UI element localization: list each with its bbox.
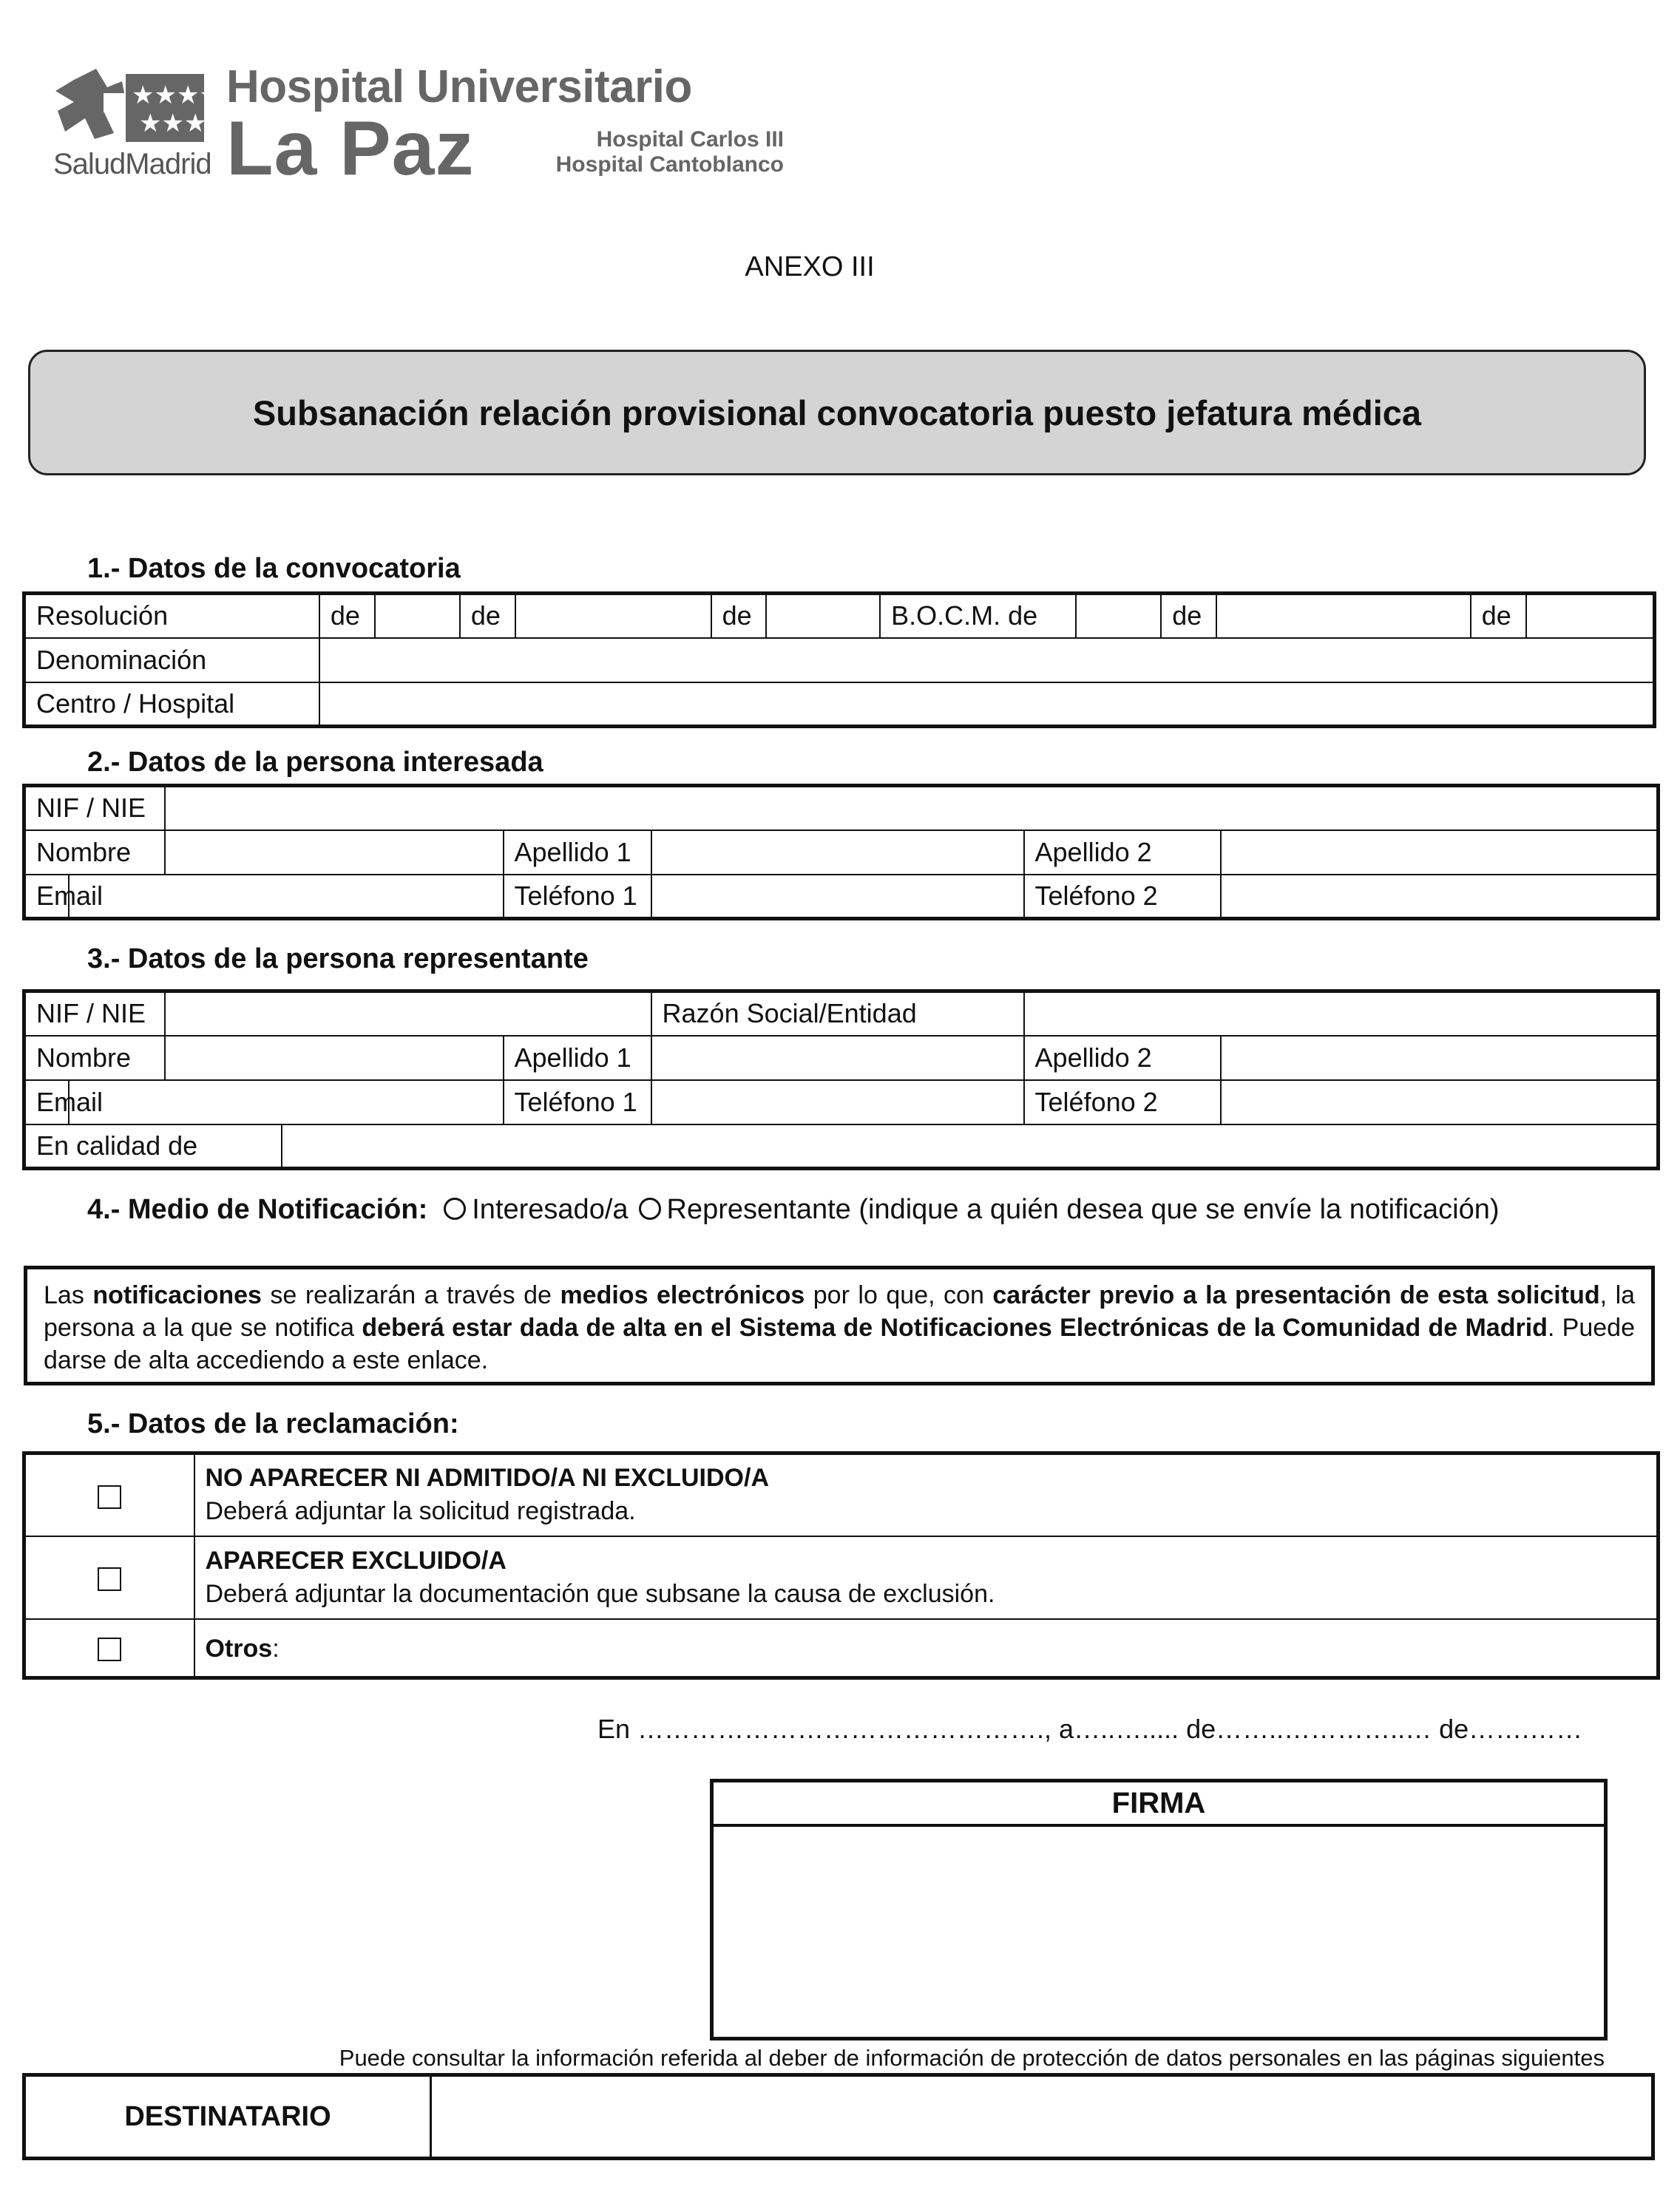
hospital-name-line1: Hospital Universitario: [226, 61, 692, 112]
resolucion-day-field[interactable]: [375, 594, 460, 638]
nif-field[interactable]: [165, 786, 1659, 830]
svg-text:★★★: ★★★: [139, 109, 207, 138]
de-label-5: de: [1471, 594, 1526, 638]
representante-table: [22, 989, 1660, 1170]
destinatario-label: DESTINATARIO: [26, 2077, 432, 2157]
info-bold-4: deberá estar dada de alta en el Sistema de Notificaciones Electrónicas de la Comunidad de Madrid: [362, 1314, 1548, 1342]
info-bold-3: carácter previo a la presentación de esta solicitud: [992, 1281, 1600, 1309]
radio-representante[interactable]: [639, 1198, 661, 1220]
rep-telefono1-label: Teléfono 1: [504, 1080, 651, 1124]
page-title: Subsanación relación provisional convocatoria puesto jefatura médica: [252, 393, 1422, 432]
rep-email-label: Email: [24, 1080, 69, 1124]
reclamacion-title: Otros: [205, 1634, 273, 1663]
bocm-day-field[interactable]: [1076, 594, 1161, 638]
radio-representante-label: Representante (indique a quién desea que se envíe la notificación): [666, 1194, 1500, 1225]
email-label: Email: [24, 875, 69, 919]
checkbox-icon[interactable]: [98, 1485, 121, 1509]
apellido2-label: Apellido 2: [1024, 830, 1221, 875]
rep-nombre-field[interactable]: [165, 1036, 504, 1080]
section1-heading: 1.- Datos de la convocatoria: [87, 553, 461, 584]
email-field[interactable]: [69, 875, 504, 919]
radio-interesado-label: Interesado/a: [472, 1194, 629, 1225]
apellido1-label: Apellido 1: [504, 830, 651, 875]
salud-madrid-emblem-icon: [52, 65, 222, 146]
de-label-2: de: [460, 594, 515, 638]
calidad-label: En calidad de: [24, 1124, 282, 1169]
notificacion-block: [87, 1192, 1640, 1227]
resolucion-month-field[interactable]: [515, 594, 711, 638]
razon-field[interactable]: [1024, 991, 1659, 1036]
salud-madrid-text: SaludMadrid: [53, 148, 211, 180]
info-bold-2: medios electrónicos: [560, 1281, 805, 1309]
firma-label: FIRMA: [714, 1782, 1604, 1827]
hospital-name-line2: La Paz: [226, 106, 475, 191]
section4-heading: 4.- Medio de Notificación:: [87, 1194, 428, 1225]
telefono1-label: Teléfono 1: [504, 875, 651, 919]
hospital-logo: [52, 59, 784, 191]
reclamacion-option-3[interactable]: [194, 1619, 1659, 1678]
reclamacion-desc: Deberá adjuntar la documentación que subsane la causa de exclusión.: [205, 1579, 995, 1608]
reclamacion-desc: Deberá adjuntar la solicitud registrada.: [205, 1497, 636, 1526]
resolucion-year-field[interactable]: [766, 594, 880, 638]
rep-nombre-label: Nombre: [24, 1036, 165, 1080]
de-label-4: de: [1161, 594, 1216, 638]
radio-interesado[interactable]: [444, 1198, 466, 1220]
bocm-month-field[interactable]: [1216, 594, 1471, 638]
reclamacion-colon: :: [272, 1634, 280, 1663]
info-text-4: , la persona a la que se notifica: [44, 1281, 1636, 1342]
centro-field[interactable]: [319, 682, 1655, 727]
lugar-fecha-line[interactable]: En ………………………………………., a…..…..... de……..…………..… de…….……: [597, 1714, 1583, 1744]
nombre-field[interactable]: [165, 830, 504, 875]
razon-label: Razón Social/Entidad: [651, 991, 1024, 1036]
info-bold-1: notificaciones: [92, 1281, 262, 1309]
info-text-2: se realizarán a través de: [261, 1281, 560, 1309]
checkbox-icon[interactable]: [98, 1567, 121, 1591]
reclamacion-option-1: [194, 1453, 1659, 1536]
resolucion-label: Resolución: [24, 594, 319, 638]
de-label-3: de: [711, 594, 767, 638]
rep-nif-field[interactable]: [165, 991, 651, 1036]
hospital-sub-names: [504, 127, 784, 177]
reclamacion-checkbox-2[interactable]: [24, 1536, 194, 1619]
reclamacion-title: APARECER EXCLUIDO/A: [205, 1546, 507, 1575]
title-box: [28, 350, 1646, 475]
centro-label: Centro / Hospital: [24, 682, 319, 727]
reclamacion-table: [22, 1451, 1660, 1680]
checkbox-icon[interactable]: [98, 1638, 121, 1661]
info-text-1: Las: [44, 1281, 93, 1309]
firma-box[interactable]: [710, 1779, 1608, 2040]
proteccion-datos-note: Puede consultar la información referida al deber de información de protección de datos personales en las páginas siguientes: [339, 2045, 1605, 2071]
annex-label: ANEXO III: [745, 251, 875, 282]
convocatoria-table: [22, 591, 1656, 728]
section5-heading: 5.- Datos de la reclamación:: [87, 1408, 459, 1439]
rep-nif-label: NIF / NIE: [24, 991, 165, 1036]
hospital-carlos: Hospital Carlos III: [596, 127, 784, 152]
info-text-3: por lo que, con: [805, 1281, 993, 1309]
telefono1-field[interactable]: [651, 875, 1024, 919]
rep-telefono2-field[interactable]: [1221, 1080, 1659, 1124]
reclamacion-title: NO APARECER NI ADMITIDO/A NI EXCLUIDO/A: [205, 1464, 769, 1493]
destinatario-box: [22, 2073, 1655, 2160]
calidad-field[interactable]: [282, 1124, 1659, 1169]
reclamacion-option-2: [194, 1536, 1659, 1619]
hospital-cantoblanco: Hospital Cantoblanco: [555, 152, 784, 177]
bocm-year-field[interactable]: [1526, 594, 1655, 638]
nif-label: NIF / NIE: [24, 786, 165, 830]
rep-email-field[interactable]: [69, 1080, 504, 1124]
de-label-1: de: [319, 594, 375, 638]
rep-apellido2-field[interactable]: [1221, 1036, 1659, 1080]
telefono2-label: Teléfono 2: [1024, 875, 1221, 919]
notificacion-info-box: [24, 1266, 1655, 1385]
denominacion-field[interactable]: [319, 638, 1655, 682]
info-text-5[interactable]: . Puede darse de alta accediendo a este enlace.: [44, 1314, 1635, 1374]
rep-apellido2-label: Apellido 2: [1024, 1036, 1221, 1080]
interesada-table: [22, 784, 1660, 920]
svg-text:★★★★: ★★★★: [132, 81, 222, 110]
telefono2-field[interactable]: [1221, 875, 1659, 919]
nombre-label: Nombre: [24, 830, 165, 875]
rep-apellido1-label: Apellido 1: [504, 1036, 651, 1080]
apellido2-field[interactable]: [1221, 830, 1659, 875]
rep-telefono1-field[interactable]: [651, 1080, 1024, 1124]
destinatario-field[interactable]: [432, 2077, 1651, 2157]
bocm-label: B.O.C.M. de: [880, 594, 1076, 638]
section3-heading: 3.- Datos de la persona representante: [87, 943, 589, 974]
reclamacion-checkbox-1[interactable]: [24, 1453, 194, 1536]
section2-heading: 2.- Datos de la persona interesada: [87, 747, 543, 778]
denominacion-label: Denominación: [24, 638, 319, 682]
rep-telefono2-label: Teléfono 2: [1024, 1080, 1221, 1124]
rep-apellido1-field[interactable]: [651, 1036, 1024, 1080]
reclamacion-checkbox-3[interactable]: [24, 1619, 194, 1678]
apellido1-field[interactable]: [651, 830, 1024, 875]
